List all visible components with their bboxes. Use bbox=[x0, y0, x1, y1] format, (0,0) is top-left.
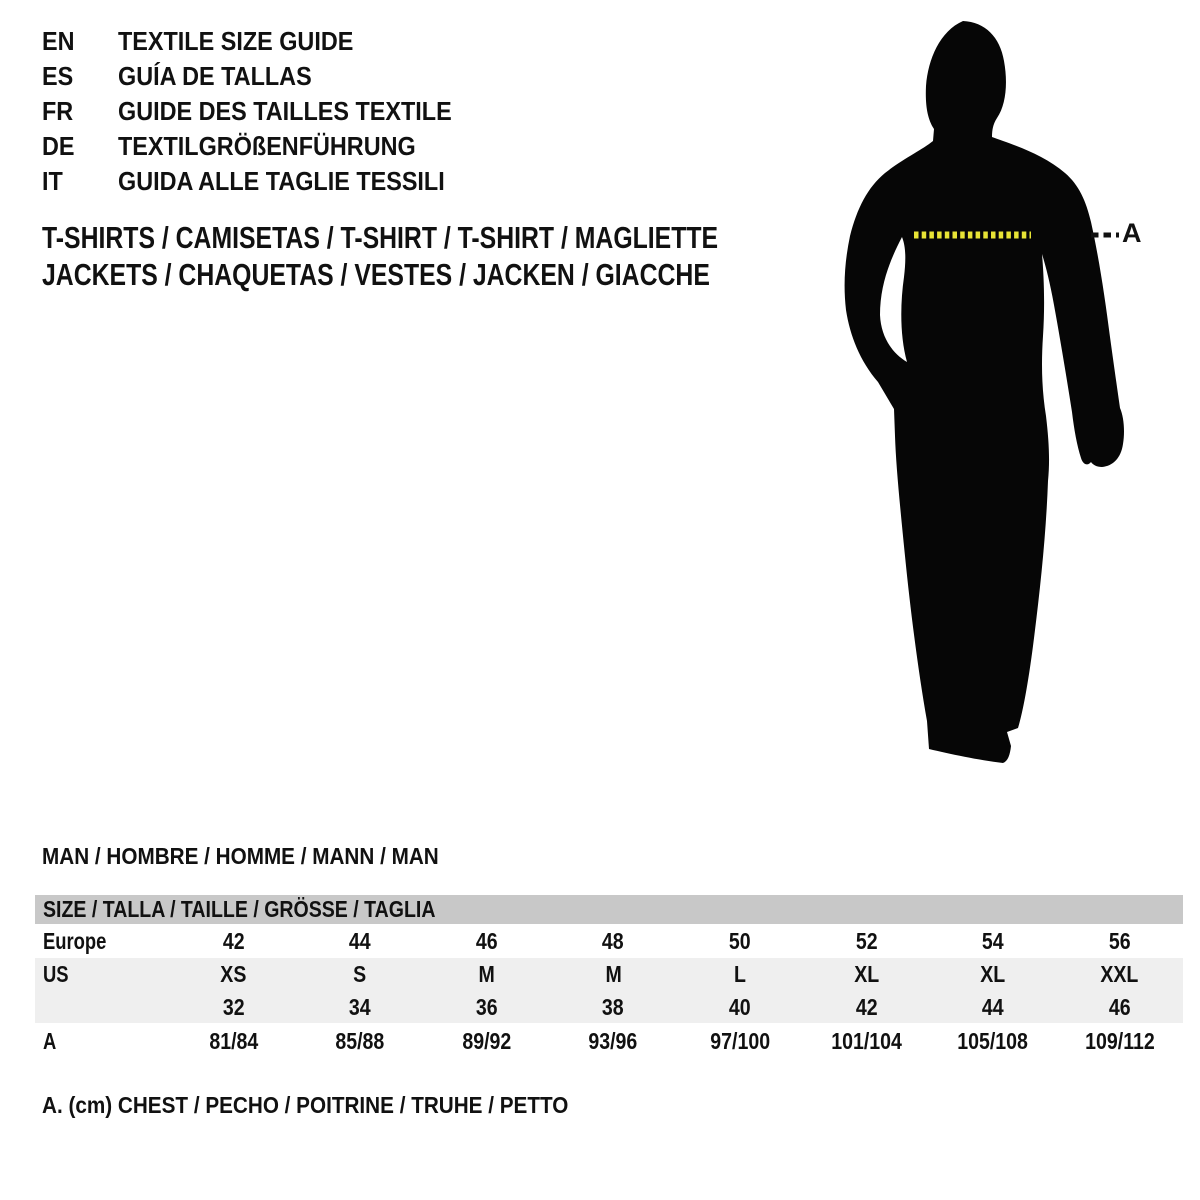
table-cell: 44 bbox=[982, 993, 1004, 1020]
language-guide-title: GUÍA DE TALLAS bbox=[118, 61, 312, 91]
table-cell: M bbox=[478, 961, 495, 987]
language-guide bbox=[42, 24, 489, 199]
table-row-label bbox=[35, 994, 170, 1021]
table-row-europe bbox=[35, 924, 1183, 958]
table-cell: 46 bbox=[475, 927, 498, 954]
language-guide-title: GUIDE DES TAILLES TEXTILE bbox=[118, 96, 452, 126]
language-row bbox=[42, 24, 489, 59]
table-cell: 101/104 bbox=[831, 1027, 902, 1054]
table-cell: 105/108 bbox=[957, 1027, 1029, 1054]
table-cell: 34 bbox=[349, 993, 371, 1020]
table-cell: 46 bbox=[1108, 993, 1131, 1020]
table-header-label: SIZE / TALLA / TAILLE / GRÖSSE / TAGLIA bbox=[43, 896, 436, 922]
language-code: DE bbox=[42, 131, 75, 161]
size-figure bbox=[830, 15, 1170, 805]
table-cell: 109/112 bbox=[1084, 1027, 1155, 1054]
language-row bbox=[42, 94, 489, 129]
language-code: ES bbox=[42, 61, 74, 91]
table-cell: 85/88 bbox=[335, 1027, 385, 1054]
table-cell: XL bbox=[980, 961, 1006, 987]
table-cell: 48 bbox=[602, 927, 625, 954]
table-cell: 44 bbox=[349, 927, 371, 954]
man-silhouette bbox=[845, 21, 1124, 763]
table-row-chest bbox=[35, 1023, 1183, 1059]
language-guide-title: GUIDA ALLE TAGLIE TESSILI bbox=[118, 166, 445, 196]
language-code: IT bbox=[42, 166, 63, 196]
table-cell: XL bbox=[853, 961, 879, 987]
table-row-numeric bbox=[35, 991, 1183, 1023]
size-table bbox=[35, 895, 1183, 1059]
man-silhouette-graphic bbox=[830, 15, 1170, 805]
table-cell: 42 bbox=[855, 993, 878, 1020]
table-row-label: Europe bbox=[43, 927, 107, 954]
language-guide-title: TEXTILGRÖßENFÜHRUNG bbox=[118, 131, 416, 161]
table-cell: 38 bbox=[602, 993, 625, 1020]
category-line-jackets: JACKETS / CHAQUETAS / VESTES / JACKEN / GIACCHE bbox=[42, 257, 710, 292]
table-cell: M bbox=[605, 961, 622, 987]
table-cell: 97/100 bbox=[709, 1027, 770, 1054]
language-code: EN bbox=[42, 26, 75, 56]
language-guide-title: TEXTILE SIZE GUIDE bbox=[118, 26, 354, 56]
table-cell: 52 bbox=[855, 927, 878, 954]
table-cell: S bbox=[353, 961, 367, 987]
category-title bbox=[42, 219, 887, 293]
table-cell: XXL bbox=[1100, 961, 1139, 987]
table-cell: 32 bbox=[222, 993, 245, 1020]
table-cell: 36 bbox=[475, 993, 498, 1020]
measure-point-label: A bbox=[1122, 218, 1142, 248]
table-cell: 40 bbox=[728, 993, 751, 1020]
table-cell: 81/84 bbox=[208, 1027, 258, 1054]
table-row-us bbox=[35, 958, 1183, 991]
man-section-heading: MAN / HOMBRE / HOMME / MANN / MAN bbox=[42, 843, 439, 869]
language-code: FR bbox=[42, 96, 74, 126]
language-row bbox=[42, 129, 489, 164]
table-cell: 54 bbox=[982, 927, 1004, 954]
table-cell: 93/96 bbox=[588, 1027, 638, 1054]
table-cell: 42 bbox=[222, 927, 245, 954]
table-cell: 56 bbox=[1108, 927, 1131, 954]
language-row bbox=[42, 59, 489, 94]
measurement-footnote: A. (cm) CHEST / PECHO / POITRINE / TRUHE / PETTO bbox=[42, 1092, 569, 1118]
table-row-label: US bbox=[43, 961, 69, 987]
category-line-tshirts: T-SHIRTS / CAMISETAS / T-SHIRT / T-SHIRT / MAGLIETTE bbox=[42, 220, 719, 255]
table-cell: 89/92 bbox=[462, 1027, 512, 1054]
table-row-label: A bbox=[43, 1027, 57, 1054]
table-cell: XS bbox=[220, 961, 247, 987]
table-header-row bbox=[35, 895, 1183, 924]
table-cell: L bbox=[733, 961, 746, 987]
table-cell: 50 bbox=[728, 927, 751, 954]
language-row bbox=[42, 164, 489, 199]
